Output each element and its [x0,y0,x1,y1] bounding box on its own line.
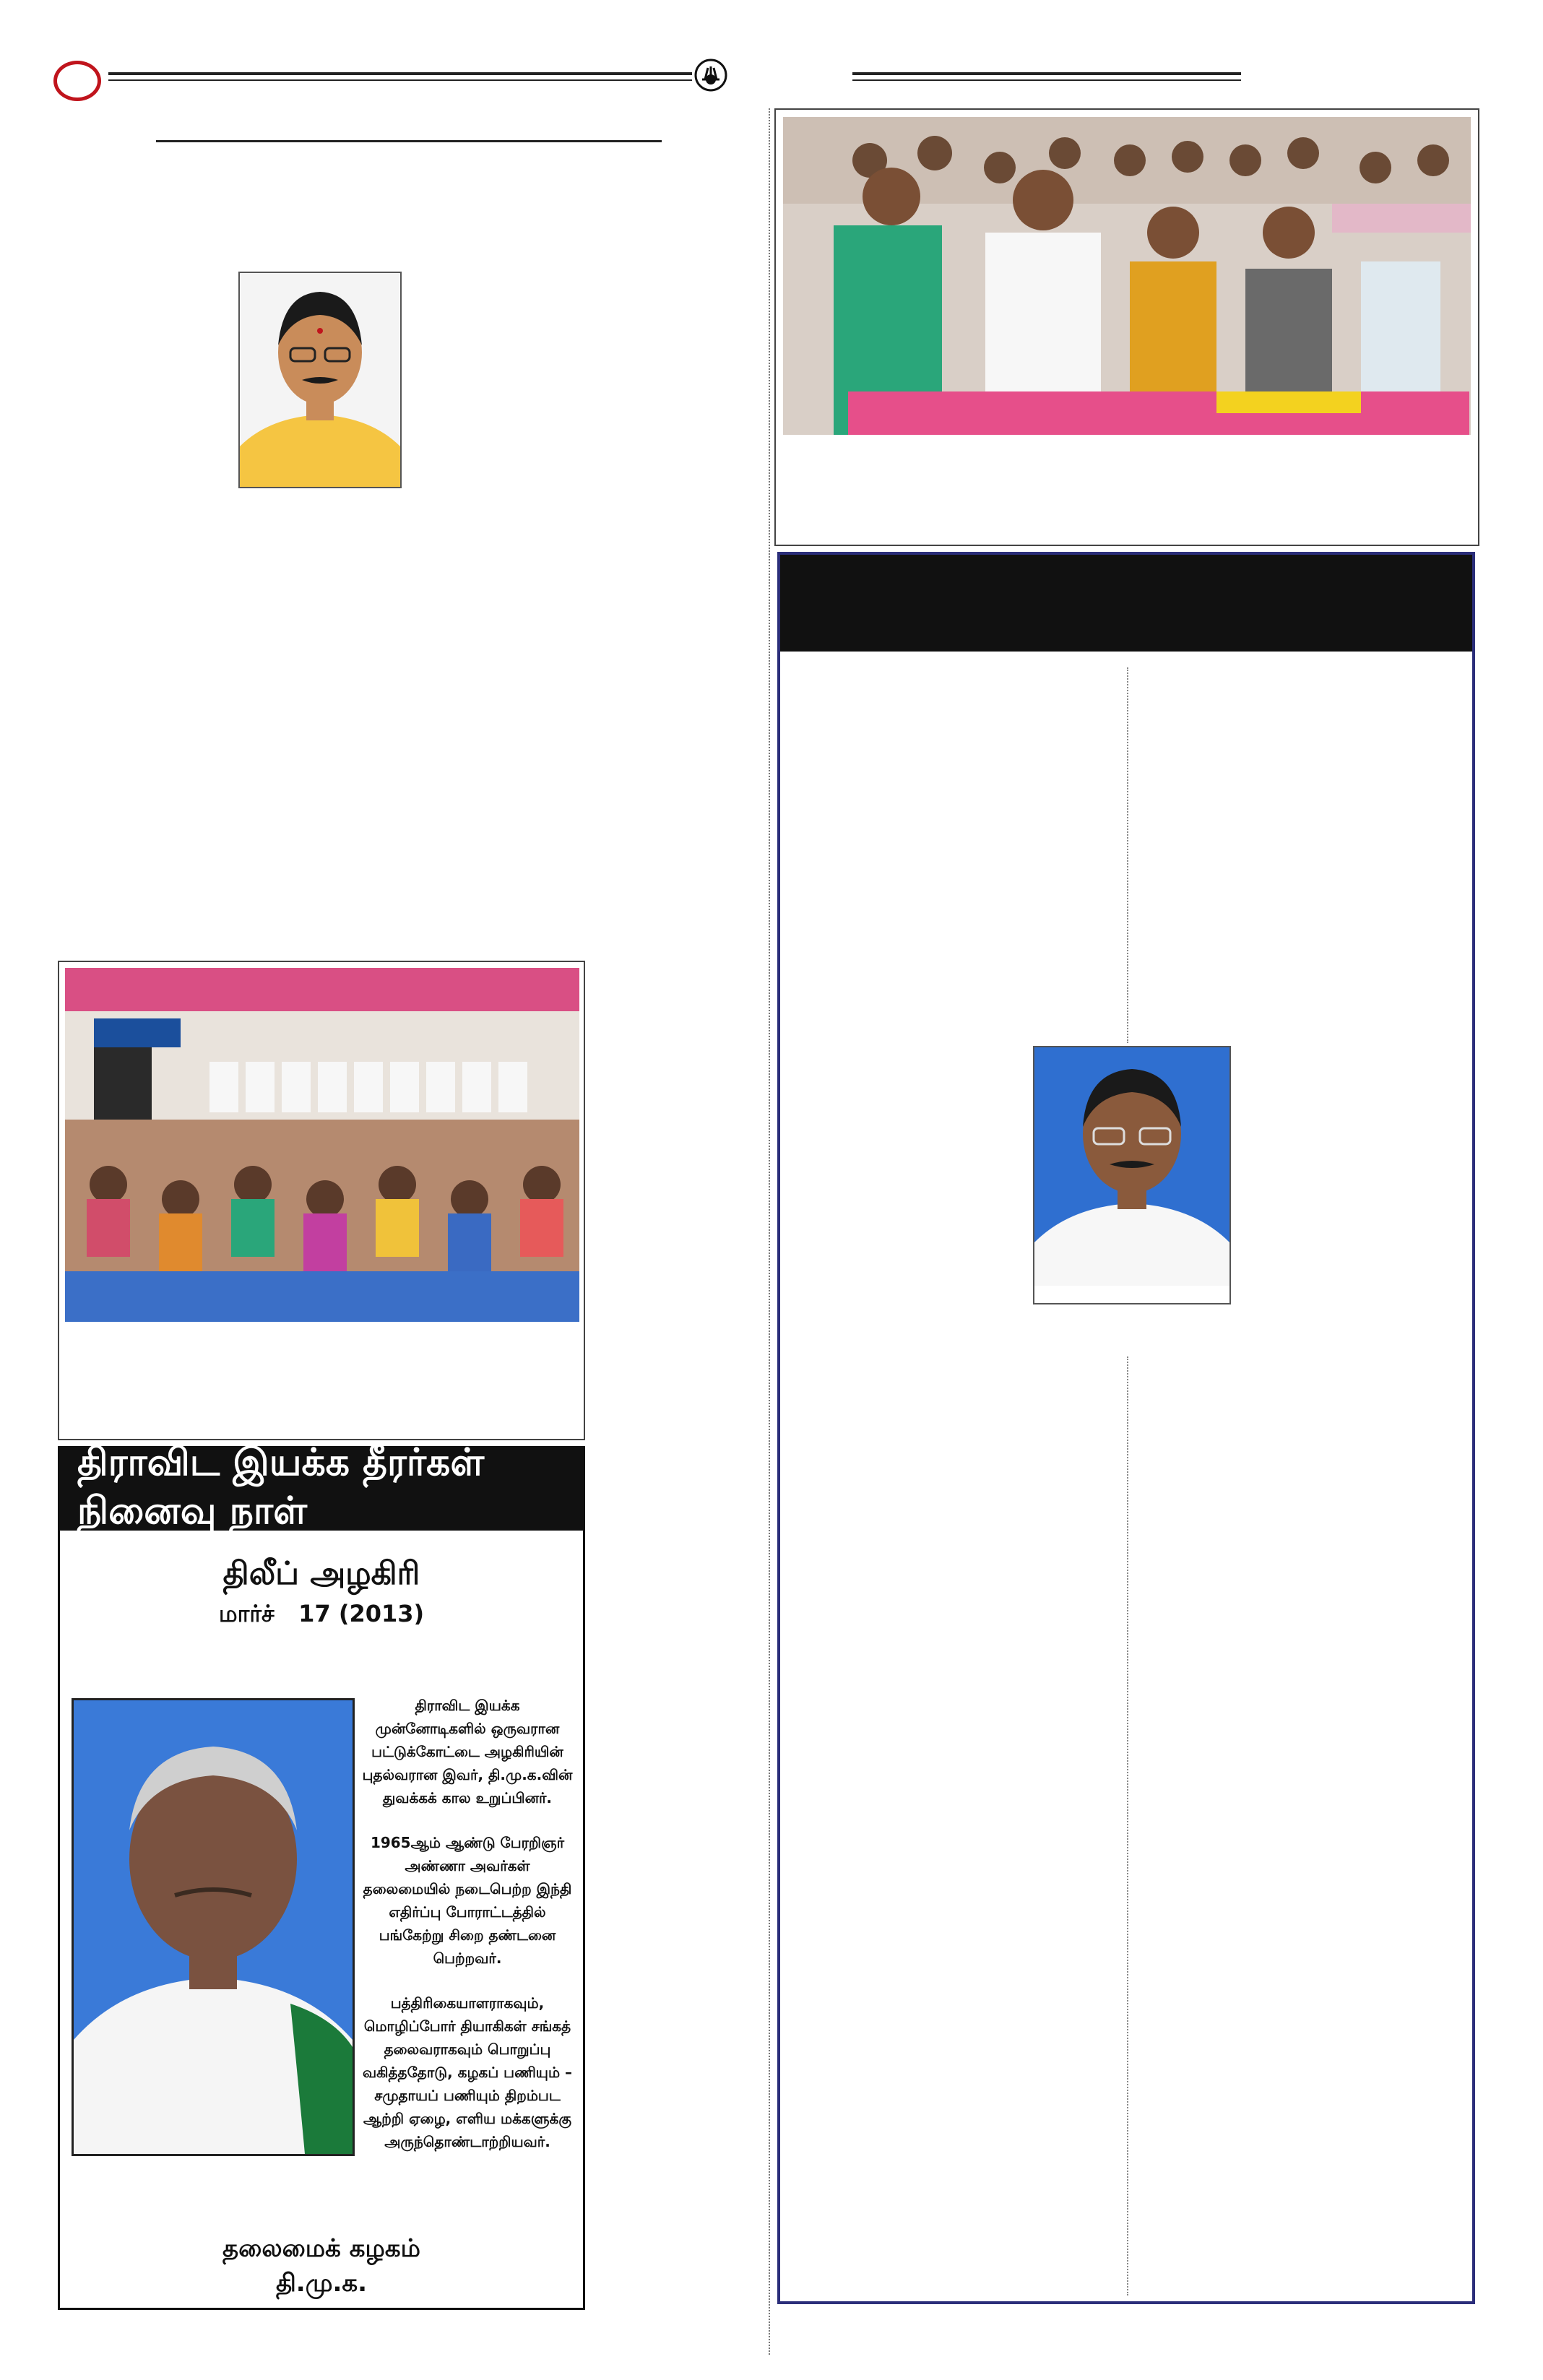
masthead-rule-right-thin [852,79,1241,81]
masthead-rule-top [108,72,692,75]
memorial-date: மார்ச் 17 (2013) [218,1600,425,1627]
memorial-header: திராவிட இயக்க தீரர்கள் நினைவு நாள் [60,1448,583,1531]
memorial-bio [359,1694,576,2175]
masthead-rule-bottom [108,79,692,81]
portrait-man-glasses [1033,1046,1231,1304]
memorial-name: திலீப் அழகிரி [222,1555,420,1592]
photo-public-meeting [65,968,579,1322]
memorial-footer-party: தி.மு.க. [275,2269,368,2298]
memorial-box [58,1441,585,2310]
article-box-blue [777,552,1475,2304]
memorial-bio-paragraph: பத்திரிகையாளராகவும், மொழிப்போர் தியாகிகள் சங்கத் தலைவராகவும் பொறுப்பு வகித்ததோடு, கழகப் பணியும் – சமுதாயப் பணியும் திறம்பட ஆற்றி ஏழை, எளிய மக்களுக்கு அருந்தொண்டாற்றியவர். [362,1994,573,2150]
memorial-portrait [72,1698,355,2156]
article-box-column-divider-top [1127,667,1128,1043]
column-divider [769,108,770,2355]
page-marker-circle [53,61,101,101]
masthead-rule-right [852,72,1241,75]
portrait-man-yellow-shirt [238,272,402,488]
memorial-bio-paragraph: திராவிட இயக்க முன்னோடிகளில் ஒருவரான பட்டுக்கோட்டை அழகிரியின் புதல்வரான இவர், தி.மு.க.வின் துவக்கக் கால உறுப்பினர். [362,1697,573,1806]
article-box-header [780,555,1472,652]
photo-wreath-laying [783,117,1471,435]
rising-sun-icon [693,58,728,92]
photo-box-meeting [58,961,585,1440]
article-box-column-divider-bottom [1127,1356,1128,2295]
memorial-bio-paragraph: 1965ஆம் ஆண்டு பேரறிஞர் அண்ணா அவர்கள் தலைமையில் நடைபெற்ற இந்தி எதிர்ப்பு போராட்டத்தில் பங்கேற்று சிறை தண்டனை பெற்றவர். [363,1834,572,1967]
photo-box-wreath [774,108,1479,546]
headline-underline [156,140,662,142]
memorial-footer-org: தலைமைக் கழகம் [222,2234,420,2263]
